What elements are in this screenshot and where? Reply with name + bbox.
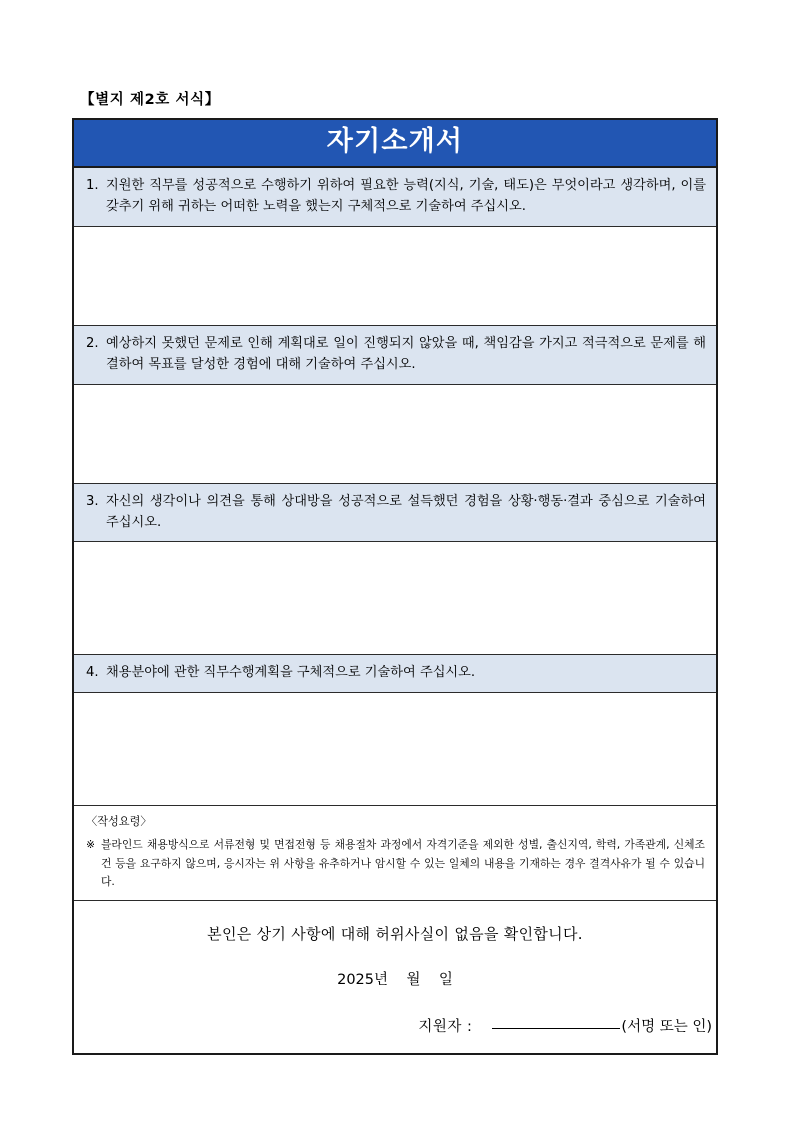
question-text-1: 지원한 직무를 성공적으로 수행하기 위하여 필요한 능력(지식, 기술, 태도)은 무엇이라고 생각하며, 이를 갖추기 위해 귀하는 어떠한 노력을 했는지 구체적으로 기술하여 주십시오. [106,178,706,215]
answer-field-1[interactable] [74,227,716,326]
question-number-3: 3. [86,493,99,509]
declaration-block [74,901,716,1053]
question-text-4: 채용분야에 관한 직무수행계획을 구체적으로 기술하여 주십시오. [106,665,476,681]
answer-field-4[interactable] [74,693,716,806]
resume-form-sheet [72,118,718,1055]
question-prompt-4 [74,655,716,692]
signature-line-row [74,1015,716,1036]
notice-heading: 〈작성요령〉 [86,814,152,828]
question-number-1: 1. [86,178,99,194]
signature-suffix: (서명 또는 인) [621,1018,712,1035]
answer-field-2[interactable] [74,385,716,484]
page-title: 자기소개서 [326,126,464,157]
question-prompt-3 [74,484,716,543]
declaration-statement: 본인은 상기 사항에 대해 허위사실이 없음을 확인합니다. [207,924,583,943]
form-title-bar [74,120,716,168]
notice-block [74,806,716,901]
signer-label: 지원자 : [418,1018,473,1035]
question-number-2: 2. [86,335,99,351]
notice-text: 블라인드 채용방식으로 서류전형 및 면접전형 등 채용절차 과정에서 자격기준을 제외한 성별, 출신지역, 학력, 가족관계, 신체조건 등을 요구하지 않으며, 응시자는 위 사항을 유추하거나 암시할 수 있는 일체의 내용을 기재하는 경우 결격사유가 될 수 있습니다. [101,838,705,888]
question-prompt-2 [74,326,716,385]
signature-input[interactable] [492,1028,620,1029]
declaration-date: 2025년 월 일 [337,971,453,988]
reference-mark-icon: ※ [86,838,96,852]
question-prompt-1 [74,168,716,227]
answer-field-3[interactable] [74,542,716,655]
question-text-3: 자신의 생각이나 의견을 통해 상대방을 성공적으로 설득했던 경험을 상황·행동·결과 중심으로 기술하여 주십시오. [106,493,706,530]
form-number-caption: 【별지 제2호 서식】 [80,92,220,108]
question-number-4: 4. [86,665,99,681]
question-text-2: 예상하지 못했던 문제로 인해 계획대로 일이 진행되지 않았을 때, 책임감을 가지고 적극적으로 문제를 해결하여 목표를 달성한 경험에 대해 기술하여 주십시오. [106,335,706,373]
